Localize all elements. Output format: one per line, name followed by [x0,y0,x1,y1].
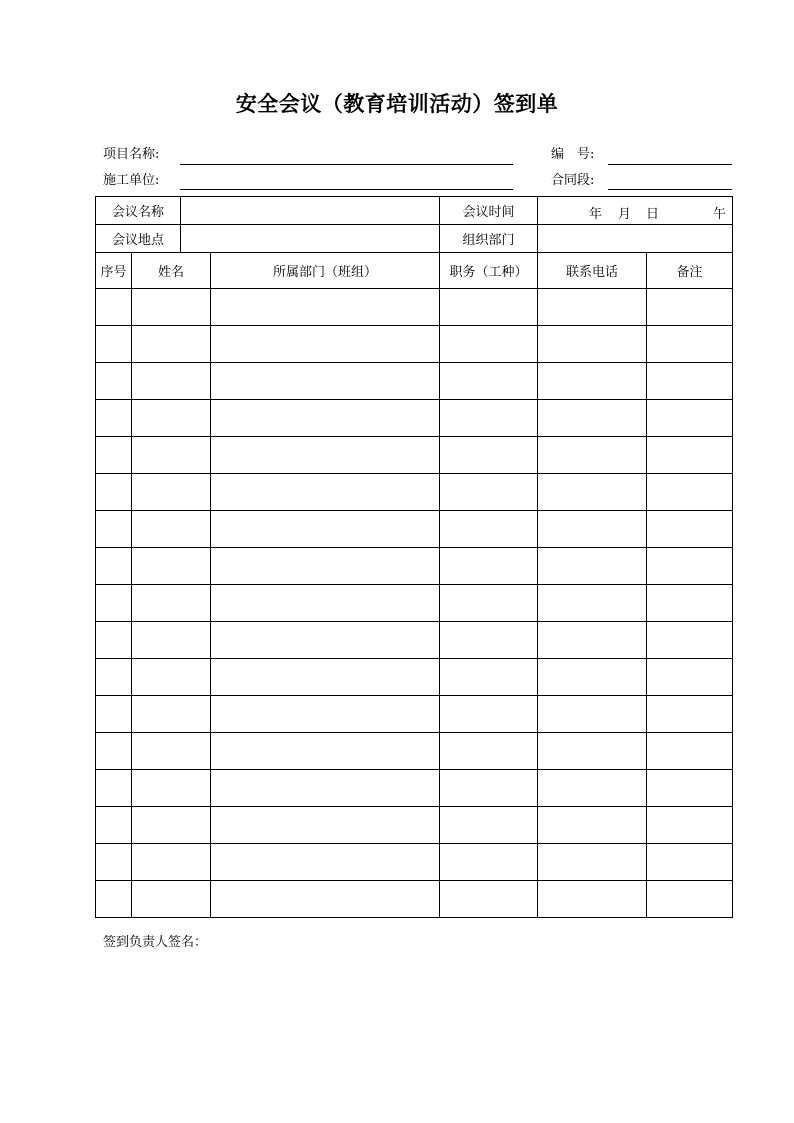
name-cell[interactable] [132,437,211,474]
meeting-place-label: 会议地点 [96,225,181,253]
phone-cell[interactable] [538,659,647,696]
year-unit: 年 [589,207,603,222]
table-row [96,659,733,696]
table-row [96,881,733,918]
col-header-department: 所属部门（班组） [211,253,440,289]
remark-cell[interactable] [647,289,733,326]
table-row [96,400,733,437]
month-unit: 月 [618,207,632,222]
seq-cell[interactable] [96,807,132,844]
seq-cell[interactable] [96,585,132,622]
seq-cell[interactable] [96,326,132,363]
signer-label: 签到负责人签名： [103,935,208,950]
position-cell[interactable] [440,659,538,696]
meeting-place-row [96,225,733,253]
position-cell[interactable] [440,400,538,437]
project-name-label: 项目名称: [103,147,160,162]
remark-cell[interactable] [647,363,733,400]
remark-cell[interactable] [647,511,733,548]
position-cell[interactable] [440,363,538,400]
seq-cell[interactable] [96,437,132,474]
col-header-position: 职务（工种） [440,253,538,289]
department-cell[interactable] [211,844,440,881]
phone-cell[interactable] [538,770,647,807]
phone-cell[interactable] [538,696,647,733]
col-header-phone: 联系电话 [538,253,647,289]
name-cell[interactable] [132,770,211,807]
serial-no-label: 编 号: [551,147,595,162]
table-row [96,770,733,807]
contract-section-label: 合同段: [551,173,595,188]
position-cell[interactable] [440,770,538,807]
seq-cell[interactable] [96,696,132,733]
table-row [96,844,733,881]
table-row [96,585,733,622]
position-cell[interactable] [440,326,538,363]
name-cell[interactable] [132,659,211,696]
phone-cell[interactable] [538,844,647,881]
position-cell[interactable] [440,437,538,474]
remark-cell[interactable] [647,733,733,770]
department-cell[interactable] [211,326,440,363]
seq-cell[interactable] [96,733,132,770]
column-header-row [96,253,733,289]
col-header-name: 姓名 [132,253,211,289]
phone-cell[interactable] [538,400,647,437]
remark-cell[interactable] [647,437,733,474]
department-cell[interactable] [211,696,440,733]
phone-cell[interactable] [538,733,647,770]
department-cell[interactable] [211,622,440,659]
day-unit: 日 [646,207,660,222]
seq-cell[interactable] [96,844,132,881]
meeting-place-value[interactable] [181,225,440,253]
phone-cell[interactable] [538,622,647,659]
page-title: 安全会议（教育培训活动）签到单 [235,92,559,116]
seq-cell[interactable] [96,548,132,585]
table-row [96,511,733,548]
noon-unit: 午 [713,207,727,222]
name-cell[interactable] [132,548,211,585]
seq-cell[interactable] [96,881,132,918]
remark-cell[interactable] [647,326,733,363]
table-row [96,437,733,474]
project-name-line[interactable] [180,164,513,165]
department-cell[interactable] [211,474,440,511]
phone-cell[interactable] [538,437,647,474]
seq-cell[interactable] [96,289,132,326]
meeting-name-label: 会议名称 [96,197,181,225]
name-cell[interactable] [132,289,211,326]
position-cell[interactable] [440,548,538,585]
table-row [96,326,733,363]
table-row [96,289,733,326]
department-cell[interactable] [211,511,440,548]
position-cell[interactable] [440,807,538,844]
remark-cell[interactable] [647,844,733,881]
seq-cell[interactable] [96,474,132,511]
name-cell[interactable] [132,326,211,363]
organizer-label: 组织部门 [440,225,538,253]
seq-cell[interactable] [96,622,132,659]
contract-section-line[interactable] [608,189,732,190]
position-cell[interactable] [440,733,538,770]
serial-no-line[interactable] [608,164,732,165]
col-header-seq: 序号 [96,253,132,289]
phone-cell[interactable] [538,289,647,326]
name-cell[interactable] [132,807,211,844]
phone-cell[interactable] [538,548,647,585]
table-row [96,733,733,770]
name-cell[interactable] [132,881,211,918]
organizer-value[interactable] [538,225,733,253]
name-cell[interactable] [132,622,211,659]
remark-cell[interactable] [647,881,733,918]
name-cell[interactable] [132,585,211,622]
seq-cell[interactable] [96,400,132,437]
position-cell[interactable] [440,511,538,548]
remark-cell[interactable] [647,807,733,844]
position-cell[interactable] [440,881,538,918]
name-cell[interactable] [132,511,211,548]
name-cell[interactable] [132,844,211,881]
remark-cell[interactable] [647,696,733,733]
position-cell[interactable] [440,844,538,881]
meeting-name-row [96,197,733,225]
seq-cell[interactable] [96,511,132,548]
name-cell[interactable] [132,363,211,400]
table-row [96,363,733,400]
meeting-time-value[interactable] [538,197,733,225]
position-cell[interactable] [440,622,538,659]
department-cell[interactable] [211,548,440,585]
department-cell[interactable] [211,881,440,918]
department-cell[interactable] [211,807,440,844]
department-cell[interactable] [211,289,440,326]
phone-cell[interactable] [538,326,647,363]
table-row [96,474,733,511]
remark-cell[interactable] [647,622,733,659]
remark-cell[interactable] [647,659,733,696]
seq-cell[interactable] [96,659,132,696]
phone-cell[interactable] [538,881,647,918]
seq-cell[interactable] [96,770,132,807]
phone-cell[interactable] [538,511,647,548]
remark-cell[interactable] [647,400,733,437]
phone-cell[interactable] [538,807,647,844]
remark-cell[interactable] [647,585,733,622]
contractor-line[interactable] [180,189,513,190]
name-cell[interactable] [132,400,211,437]
remark-cell[interactable] [647,548,733,585]
position-cell[interactable] [440,474,538,511]
remark-cell[interactable] [647,474,733,511]
department-cell[interactable] [211,585,440,622]
department-cell[interactable] [211,770,440,807]
table-row [96,548,733,585]
contractor-label: 施工单位: [103,173,160,188]
table-row [96,807,733,844]
name-cell[interactable] [132,474,211,511]
department-cell[interactable] [211,363,440,400]
meeting-time-label: 会议时间 [440,197,538,225]
remark-cell[interactable] [647,770,733,807]
phone-cell[interactable] [538,585,647,622]
phone-cell[interactable] [538,474,647,511]
meeting-name-value[interactable] [181,197,440,225]
sign-in-table [95,196,733,918]
department-cell[interactable] [211,437,440,474]
position-cell[interactable] [440,696,538,733]
position-cell[interactable] [440,289,538,326]
department-cell[interactable] [211,733,440,770]
seq-cell[interactable] [96,363,132,400]
col-header-remark: 备注 [647,253,733,289]
name-cell[interactable] [132,733,211,770]
department-cell[interactable] [211,400,440,437]
table-row [96,696,733,733]
position-cell[interactable] [440,585,538,622]
table-row [96,622,733,659]
name-cell[interactable] [132,696,211,733]
department-cell[interactable] [211,659,440,696]
phone-cell[interactable] [538,363,647,400]
